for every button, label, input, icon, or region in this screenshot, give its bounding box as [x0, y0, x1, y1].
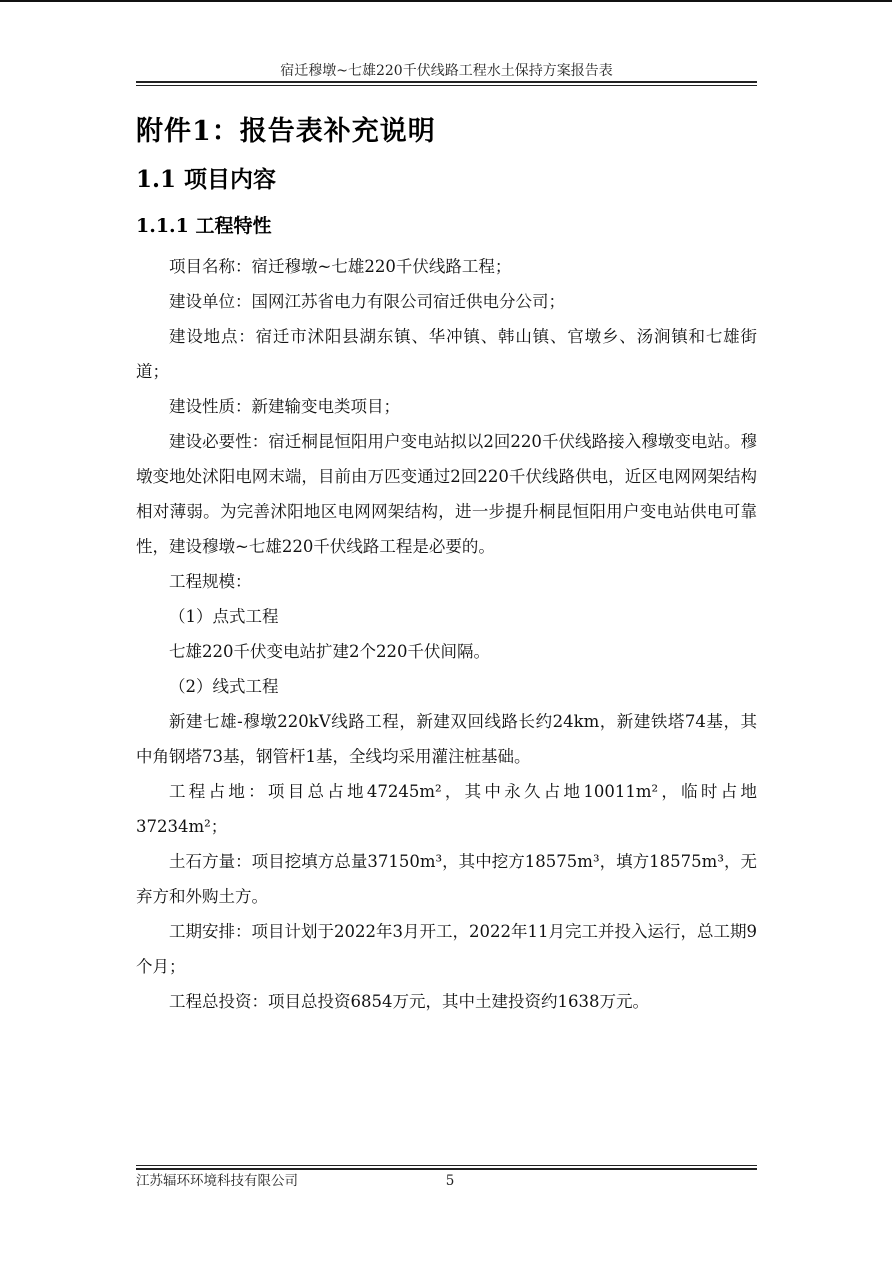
section-heading: 1.1 项目内容 — [136, 166, 277, 193]
paragraph-line-project: （2）线式工程 — [169, 677, 279, 696]
paragraph-earthwork: 土石方量：项目挖填方总量37150m³，其中挖方18575m³，填方18575m³，无弃方和外购土方。 — [136, 852, 757, 906]
paragraph-point-project-detail: 七雄220千伏变电站扩建2个220千伏间隔。 — [169, 642, 490, 661]
footer-rule-thin — [136, 1165, 757, 1166]
paragraph-project-name: 项目名称：宿迁穆墩~七雄220千伏线路工程； — [169, 257, 512, 276]
header-rule-thick — [136, 81, 757, 83]
paragraph-necessity: 建设必要性：宿迁桐昆恒阳用户变电站拟以2回220千伏线路接入穆墩变电站。穆墩变地处沭阳电网末端，目前由万匹变通过2回220千伏线路供电，近区电网网架结构相对薄弱。为完善沭阳地区电网网架结构，进一步提升桐昆恒阳用户变电站供电可靠性，建设穆墩~七雄220千伏线路工程是必要的。 — [136, 432, 757, 556]
paragraph-point-project: （1）点式工程 — [169, 607, 279, 626]
subsection-heading: 1.1.1 工程特性 — [136, 215, 272, 237]
paragraph-schedule: 工期安排：项目计划于2022年3月开工，2022年11月完工并投入运行，总工期9个月； — [136, 922, 757, 976]
page-number: 5 — [445, 1173, 455, 1189]
paragraph-line-project-detail: 新建七雄-穆墩220kV线路工程，新建双回线路长约24km，新建铁塔74基，其中角钢塔73基，钢管杆1基，全线均采用灌注桩基础。 — [136, 712, 757, 766]
footer-rule-thick — [136, 1168, 757, 1170]
footer-company: 江苏辐环环境科技有限公司 — [136, 1173, 298, 1189]
body-content — [136, 249, 757, 1019]
paragraph-nature: 建设性质：新建输变电类项目； — [169, 397, 400, 416]
page-header-title: 宿迁穆墩~七雄220千伏线路工程水土保持方案报告表 — [280, 63, 613, 79]
page-top-border — [0, 0, 892, 2]
header-rule-thin — [136, 85, 757, 86]
paragraph-scale: 工程规模： — [169, 572, 252, 591]
paragraph-construction-unit: 建设单位：国网江苏省电力有限公司宿迁供电分公司； — [169, 292, 565, 311]
paragraph-investment: 工程总投资：项目总投资6854万元，其中土建投资约1638万元。 — [169, 992, 649, 1011]
paragraph-location: 建设地点：宿迁市沭阳县湖东镇、华冲镇、韩山镇、官墩乡、汤涧镇和七雄街道； — [136, 327, 757, 381]
paragraph-land-occupation: 工程占地：项目总占地47245m²，其中永久占地10011m²，临时占地37234m²； — [136, 782, 757, 836]
appendix-title: 附件1：报告表补充说明 — [136, 116, 436, 147]
